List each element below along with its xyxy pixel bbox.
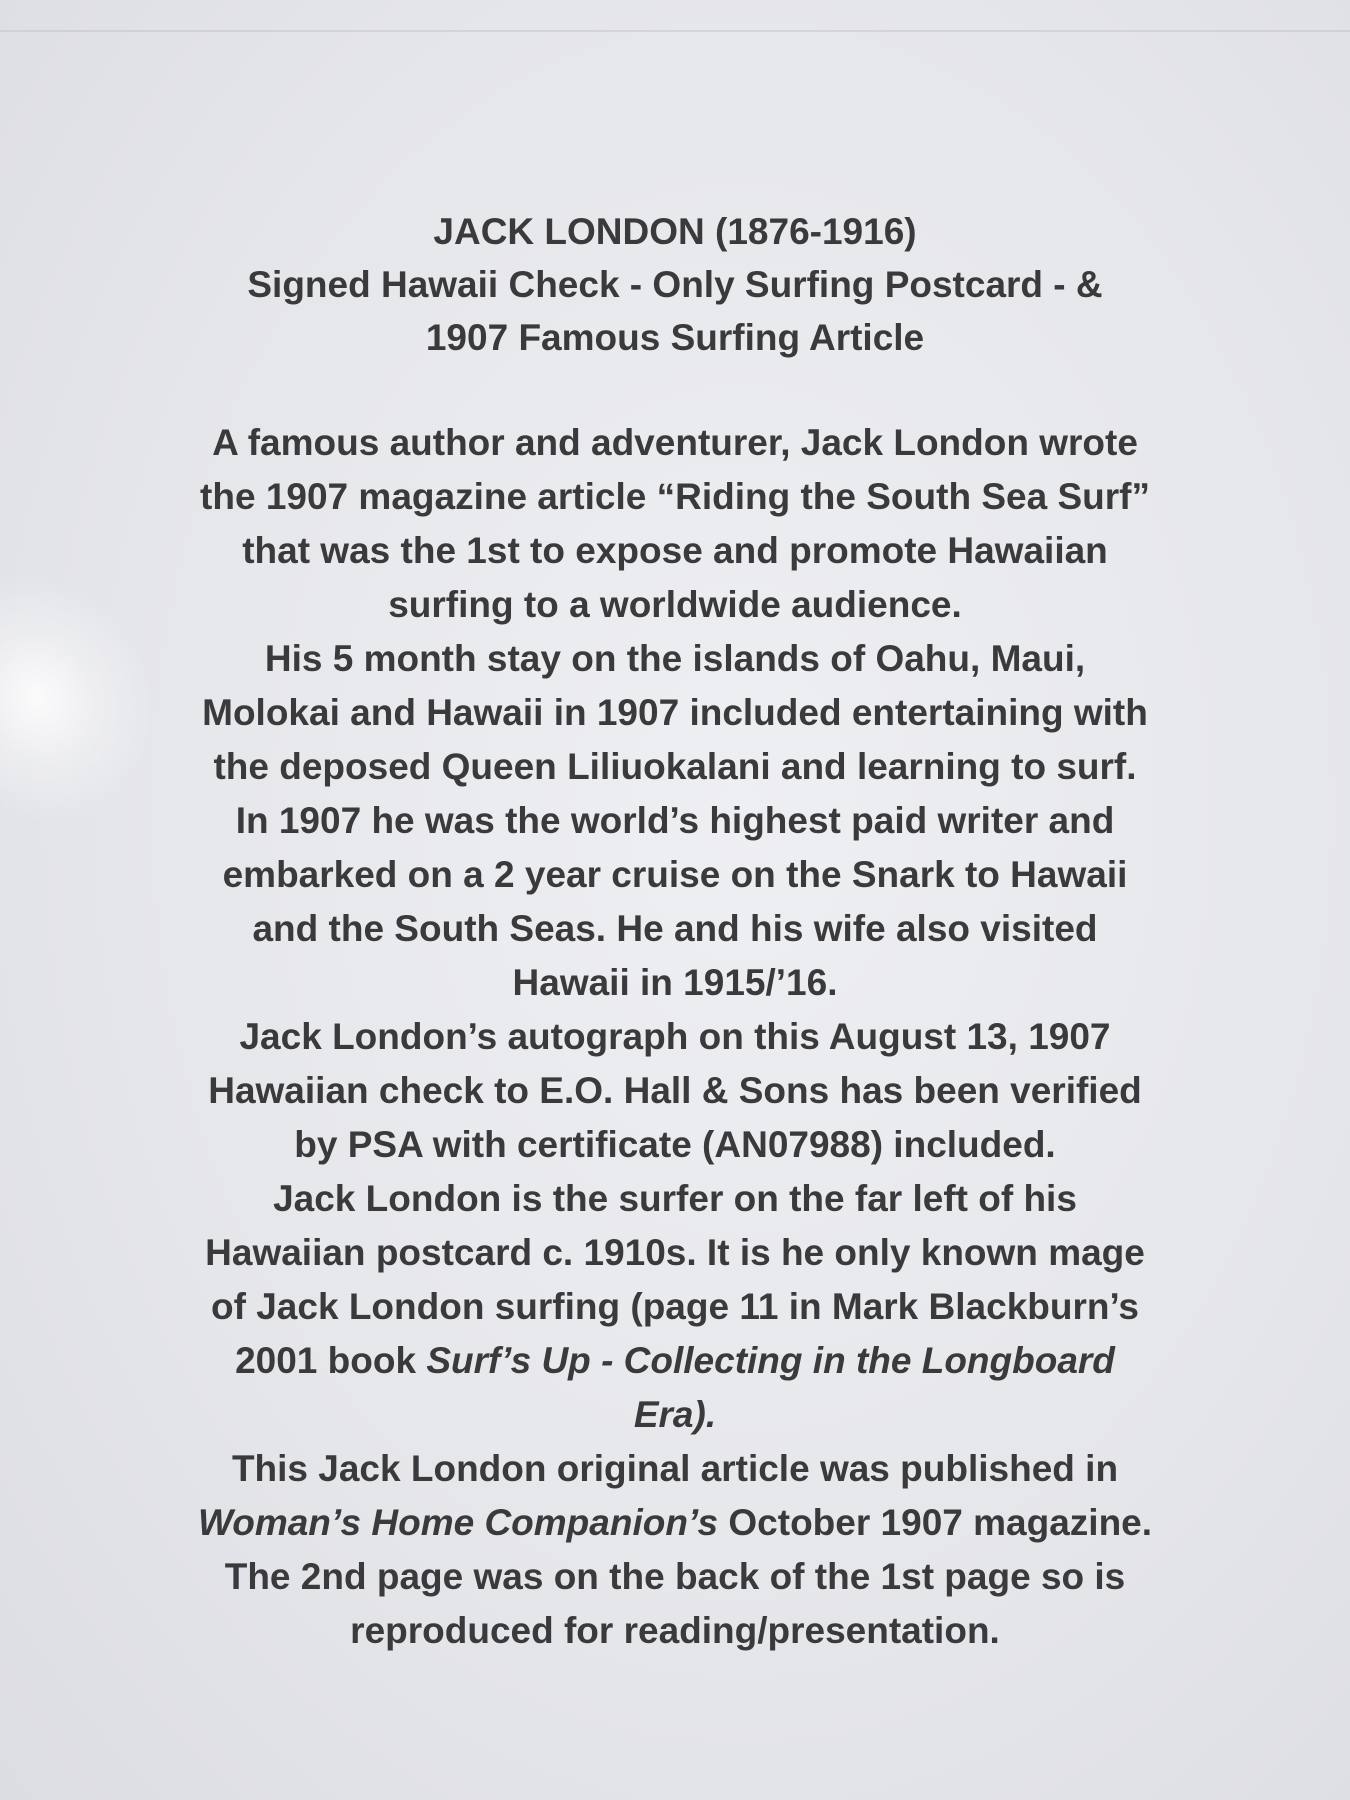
text-line: that was the 1st to expose and promote Hawaiian	[242, 530, 1108, 571]
text-line-magazine	[100, 1496, 1250, 1550]
text-line: reproduced for reading/presentation.	[350, 1610, 1000, 1651]
magazine-title: Woman’s Home Companion’s	[197, 1502, 719, 1543]
text-line-book-reference	[100, 1334, 1250, 1388]
text-line: surfing to a worldwide audience.	[388, 584, 962, 625]
text-line: The 2nd page was on the back of the 1st page so is	[224, 1556, 1126, 1597]
heading-title: JACK LONDON (1876-1916)	[433, 211, 917, 252]
sheet-fold-line	[0, 30, 1350, 32]
text-line: A famous author and adventurer, Jack London wrote	[212, 422, 1138, 463]
text-line: Molokai and Hawaii in 1907 included entertaining with	[202, 692, 1148, 733]
text-line: by PSA with certificate (AN07988) included.	[294, 1124, 1056, 1165]
document-content	[100, 205, 1250, 1658]
text-line: This Jack London original article was published in	[231, 1448, 1119, 1489]
text-line: Jack London’s autograph on this August 13, 1907	[239, 1016, 1111, 1057]
text-line: Hawaiian check to E.O. Hall & Sons has been verified	[208, 1070, 1142, 1111]
text-line: His 5 month stay on the islands of Oahu, Maui,	[264, 638, 1086, 679]
heading-subtitle-cont: 1907 Famous Surfing Article	[425, 317, 925, 358]
text-line: the 1907 magazine article “Riding the South Sea Surf”	[200, 476, 1150, 517]
text-line: of Jack London surfing (page 11 in Mark Blackburn’s	[211, 1286, 1139, 1327]
text-line: Hawaii in 1915/’16.	[512, 962, 838, 1003]
book-title: Surf’s Up - Collecting in the Longboard	[426, 1340, 1115, 1381]
text-line: Hawaiian postcard c. 1910s. It is he only known mage	[205, 1232, 1145, 1273]
text-segment: October 1907 magazine.	[718, 1502, 1153, 1543]
text-segment: 2001 book	[235, 1340, 427, 1381]
book-title-end: Era).	[633, 1394, 717, 1435]
text-line: the deposed Queen Liliuokalani and learning to surf.	[213, 746, 1137, 787]
heading-subtitle: Signed Hawaii Check - Only Surfing Postcard - &	[247, 264, 1103, 305]
text-line: In 1907 he was the world’s highest paid writer and	[235, 800, 1115, 841]
document-heading	[100, 205, 1250, 364]
document-body	[100, 416, 1250, 1658]
text-line: Jack London is the surfer on the far left of his	[273, 1178, 1077, 1219]
text-line: and the South Seas. He and his wife also visited	[252, 908, 1098, 949]
text-line: embarked on a 2 year cruise on the Snark to Hawaii	[222, 854, 1128, 895]
